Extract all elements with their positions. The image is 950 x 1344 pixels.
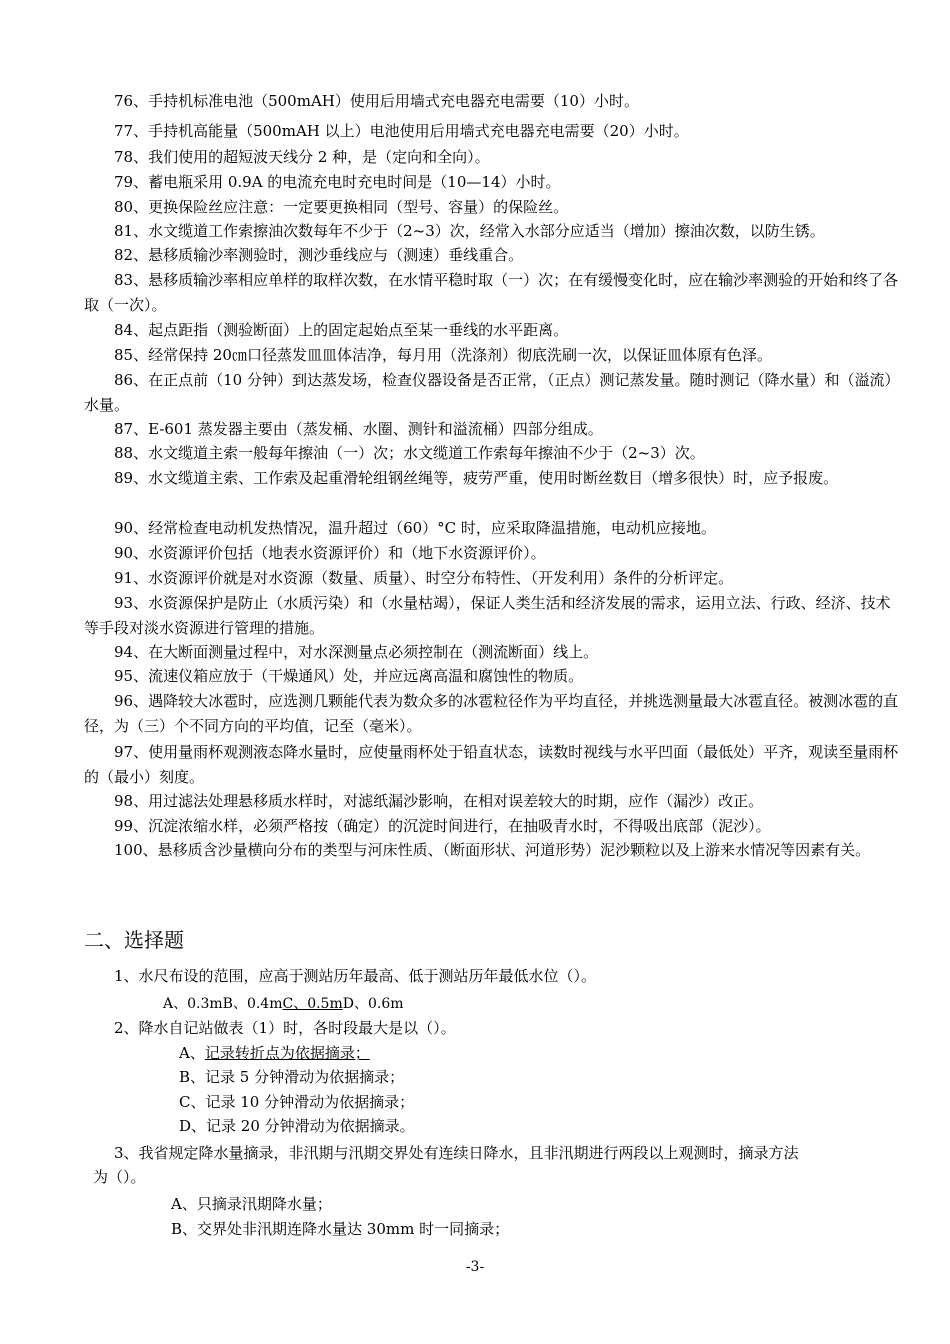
- fill-item-76: 76、手持机标准电池（500mAH）使用后用墙式充电器充电需要（10）小时。: [114, 92, 639, 110]
- section-title: 二、选择题: [84, 928, 184, 952]
- q2-option-a-prefix: A、: [179, 1044, 205, 1062]
- fill-item-86: 86、在正点前（10 分钟）到达蒸发场，检查仪器设备是否正常，（正点）测记蒸发量。随时测记（降水量）和（溢流）水量。: [84, 371, 900, 414]
- fill-item-94: 94、在大断面测量过程中，对水深测量点必须控制在（测流断面）线上。: [114, 643, 599, 661]
- fill-item-96: 96、遇降较大冰雹时，应选测几颗能代表为数众多的冰雹粒径作为平均直径，并挑选测量最大冰雹直径。被测冰雹的直径，为（三）个不同方向的平均值，记至（毫米）。: [84, 692, 899, 735]
- q2-option-a-text: 记录转折点为依据摘录；: [204, 1044, 370, 1062]
- question-3-line2: 为（）。: [93, 1168, 146, 1186]
- fill-item-78: 78、我们使用的超短波天线分 2 种，是（定向和全向）。: [114, 148, 490, 166]
- fill-item-90a: 90、经常检查电动机发热情况，温升超过（60）°C 时，应采取降温措施，电动机应接地。: [114, 519, 716, 537]
- fill-item-82: 82、悬移质输沙率测验时，测沙垂线应与（测速）垂线重合。: [114, 246, 524, 264]
- q2-option-d: D、记录 20 分钟滑动为依据摘录。: [179, 1117, 415, 1135]
- fill-item-93: 93、水资源保护是防止（水质污染）和（水量枯竭），保证人类生活和经济发展的需求，运用立法、行政、经济、技术等手段对淡水资源进行管理的措施。: [84, 594, 891, 637]
- fill-item-83: 83、悬移质输沙率相应单样的取样次数，在水情平稳时取（一）次；在有缓慢变化时，应在输沙率测验的开始和终了各取（一次）。: [84, 271, 899, 314]
- fill-item-100: 100、悬移质含沙量横向分布的类型与河床性质、（断面形状、河道形势）泥沙颗粒以及上游来水情况等因素有关。: [114, 841, 871, 859]
- fill-item-87: 87、E-601 蒸发器主要由（蒸发桶、水圈、测针和溢流桶）四部分组成。: [114, 420, 603, 438]
- q3-option-a: A、只摘录汛期降水量；: [171, 1195, 332, 1213]
- question-1: 1、水尺布设的范围，应高于测站历年最高、低于测站历年最低水位（）。: [114, 967, 597, 985]
- fill-item-84: 84、起点距指（测验断面）上的固定起始点至某一垂线的水平距离。: [114, 321, 569, 339]
- question-1-options: [163, 992, 404, 1016]
- q2-option-b: B、记录 5 分钟滑动为依据摘录；: [179, 1068, 405, 1086]
- q1-option-d: D、0.6m: [342, 996, 404, 1012]
- q3-option-b: B、交界处非汛期连降水量达 30mm 时一同摘录；: [171, 1220, 510, 1238]
- fill-item-95: 95、流速仪箱应放于（干燥通风）处，并应远离高温和腐蚀性的物质。: [114, 667, 584, 685]
- question-2: 2、降水自记站做表（1）时，各时段最大是以（）。: [114, 1019, 456, 1037]
- q1-option-c: C、0.5m: [282, 996, 343, 1012]
- fill-item-91: 91、水资源评价就是对水资源（数量、质量）、时空分布特性、（开发利用）条件的分析评定。: [114, 569, 734, 587]
- fill-item-90b: 90、水资源评价包括（地表水资源评价）和（地下水资源评价）。: [114, 544, 546, 562]
- q2-option-c: C、记录 10 分钟滑动为依据摘录；: [179, 1093, 415, 1111]
- fill-item-89: 89、水文缆道主索、工作索及起重滑轮组钢丝绳等，疲劳严重，使用时断丝数目（增多很快）时，应予报废。: [114, 469, 839, 487]
- fill-item-81: 81、水文缆道工作索擦油次数每年不少于（2~3）次，经常入水部分应适当（增加）擦油次数，以防生锈。: [114, 222, 825, 240]
- fill-item-88: 88、水文缆道主索一般每年擦油（一）次；水文缆道工作索每年擦油不少于（2~3）次。: [114, 444, 705, 462]
- fill-item-80: 80、更换保险丝应注意：一定要更换相同（型号、容量）的保险丝。: [114, 198, 569, 216]
- question-3-line1: 3、我省规定降水量摘录，非汛期与汛期交界处有连续日降水，且非汛期进行两段以上观测时，摘录方法: [114, 1144, 799, 1162]
- fill-item-98: 98、用过滤法处理悬移质水样时，对滤纸漏沙影响，在相对误差较大的时期，应作（漏沙）改正。: [114, 792, 764, 810]
- fill-item-97: 97、使用量雨杯观测液态降水量时，应使量雨杯处于铅直状态，读数时视线与水平凹面（最低处）平齐，观读至量雨杯的（最小）刻度。: [84, 743, 899, 786]
- page-number: -3-: [465, 1259, 485, 1275]
- fill-item-99: 99、沉淀浓缩水样，必须严格按（确定）的沉淀时间进行，在抽吸青水时，不得吸出底部（泥沙）。: [114, 817, 771, 835]
- fill-item-85: 85、经常保持 20㎝口径蒸发皿皿体洁净，每月用（洗涤剂）彻底洗刷一次，以保证皿体原有色泽。: [114, 346, 772, 364]
- q2-option-a: [179, 1041, 370, 1065]
- fill-item-79: 79、蓄电瓶采用 0.9A 的电流充电时充电时间是（10—14）小时。: [114, 173, 561, 191]
- fill-item-77: 77、手持机高能量（500mAH 以上）电池使用后用墙式充电器充电需要（20）小时。: [114, 122, 689, 140]
- q1-options-ab: A、0.3mB、0.4m: [163, 996, 283, 1012]
